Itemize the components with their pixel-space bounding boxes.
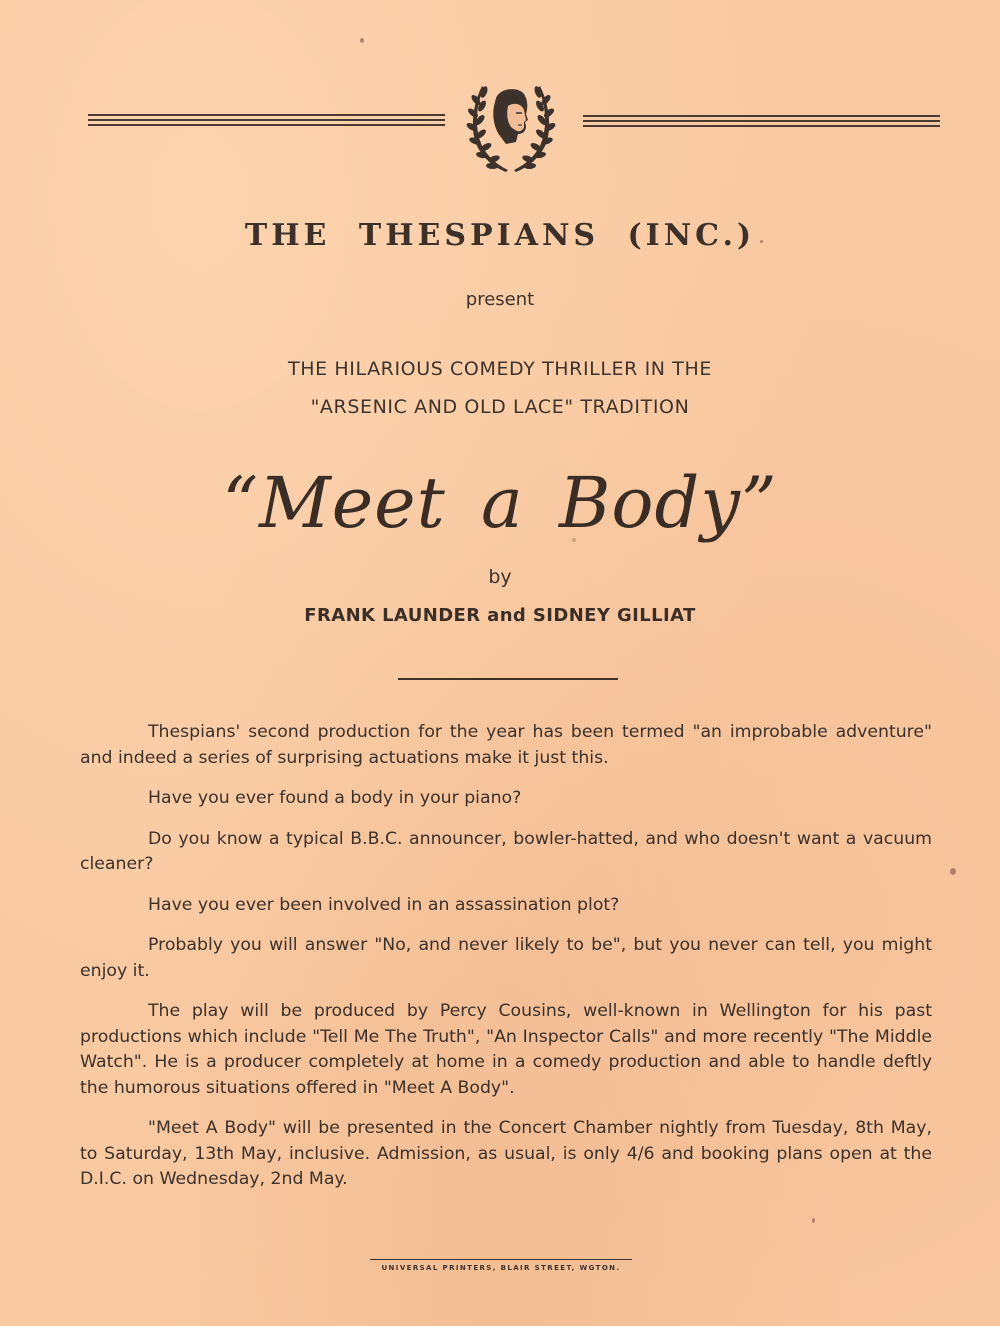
paragraph-schedule: "Meet A Body" will be presented in the Concert Chamber nightly from Tuesday, 8th May, to Saturday, 13th May, inclusive. Admission, as usual, is only 4/6 and booking plans open at the D.I.C. on Wednesday, 2nd May. xyxy=(80,1118,932,1189)
by-label: by xyxy=(488,566,512,588)
body-copy xyxy=(80,720,932,1208)
paragraph-question-bbc: Do you know a typical B.B.C. announcer, bowler-hatted, and who doesn't want a vacuum cleaner? xyxy=(80,828,932,874)
play-title: “Meet a Body” xyxy=(222,462,778,544)
paragraph-answer: Probably you will answer "No, and never likely to be", but you never can tell, you might enjoy it. xyxy=(80,935,932,981)
author-2: SIDNEY GILLIAT xyxy=(532,605,696,626)
subtitle-line-2: "ARSENIC AND OLD LACE" TRADITION xyxy=(310,396,690,418)
paragraph-producer: The play will be produced by Percy Cousins, well-known in Wellington for his past productions which include "Tell Me The Truth", "An Inspector Calls" and more recently "The Middle Watch". He is a producer completely at home in a comedy production and able to handle deftly the humorous situations offered in "Meet A Body". xyxy=(80,1001,932,1098)
paragraph-intro: Thespians' second production for the year has been termed "an improbable adventure" and indeed a series of surprising actuations make it just this. xyxy=(80,722,932,768)
imprint-rule xyxy=(370,1259,632,1260)
authors-line xyxy=(0,605,1000,626)
paper-speck xyxy=(360,38,364,43)
header-rule-right xyxy=(583,115,940,128)
author-1: FRANK LAUNDER xyxy=(304,605,481,626)
paragraph-question-assassination: Have you ever been involved in an assassination plot? xyxy=(148,894,620,915)
organization-title: THE THESPIANS (INC.) xyxy=(244,218,756,253)
present-label: present xyxy=(465,289,535,310)
paragraph-question-piano: Have you ever found a body in your piano? xyxy=(148,788,522,808)
authors-conjunction: and xyxy=(487,605,527,626)
laurel-wreath-portrait-icon xyxy=(462,80,558,174)
printer-imprint: UNIVERSAL PRINTERS, BLAIR STREET, WGTON. xyxy=(381,1264,621,1272)
paper-speck xyxy=(950,868,956,875)
header-rule-left xyxy=(88,114,445,127)
subtitle-line-1: THE HILARIOUS COMEDY THRILLER IN THE xyxy=(288,358,712,380)
section-divider xyxy=(398,678,618,680)
paper-speck xyxy=(812,1218,815,1223)
